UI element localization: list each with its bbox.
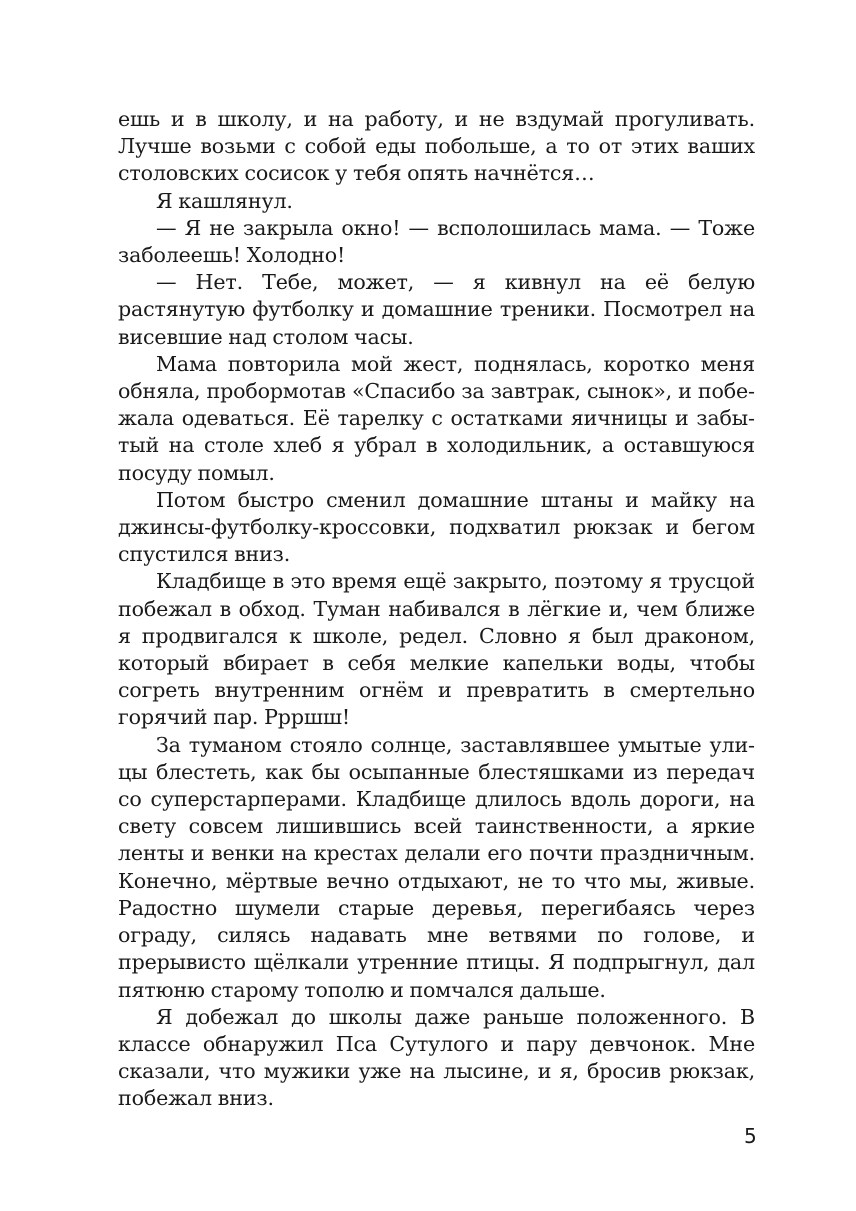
page-body bbox=[118, 106, 755, 1113]
paragraph-5: Мама повторила мой жест, поднялась, коротко меня обняла, пробормотав «Спасибо за завтрак, сынок», и побежала одеваться. Её тарелку с остатками яичницы и забытый на столе хлеб я убрал в холодильник, а оставшуюся посуду помыл. bbox=[118, 351, 755, 485]
paragraph-2: Я кашлянул. bbox=[156, 188, 293, 213]
paragraph-1: ешь и в школу, и на работу, и не вздумай прогуливать. Лучше возьми с собой еды побольше, а то от этих ваших столовских сосисок у тебя опять начнётся… bbox=[118, 107, 755, 186]
paragraph-8: За туманом стояло солнце, заставлявшее умытые улицы блестеть, как бы осыпанные блестяшками из передач со суперстарперами. Кладбище длилось вдоль дороги, на свету совсем лишившись всей таинственности, а яркие ленты и венки на крестах делали его почти праздничным. Конечно, мёртвые вечно отдыхают, не то что мы, живые. Радостно шумели старые деревья, перегибаясь через ограду, силясь надавать мне ветвями по голове, и прерывисто щёлкали утренние птицы. Я подпрыгнул, дал пятюню старому тополю и помчался дальше. bbox=[118, 732, 755, 1002]
paragraph-3: — Я не закрыла окно! — всполошилась мама. — Тоже заболеешь! Холодно! bbox=[118, 215, 755, 268]
paragraph-9: Я добежал до школы даже раньше положенного. В классе обнаружил Пса Сутулого и пару девчонок. Мне сказали, что мужики уже на лысине, и я, бросив рюкзак, побежал вниз. bbox=[118, 1004, 755, 1111]
paragraph-4: — Нет. Тебе, может, — я кивнул на её белую растянутую футболку и домашние треники. Посмотрел на висевшие над столом часы. bbox=[118, 270, 755, 349]
paragraph-6: Потом быстро сменил домашние штаны и майку на джинсы-футболку-кроссовки, подхватил рюкзак и бегом спустился вниз. bbox=[118, 487, 755, 567]
paragraph-7: Кладбище в это время ещё закрыто, поэтому я трусцой побежал в обход. Туман набивался в лёгкие и, чем ближе я продвигался к школе, редел. Словно я был драконом, который вбирает в себя мелкие капельки воды, чтобы согреть внутренним огнём и превратить в смертельно горячий пар. Ррршш! bbox=[118, 569, 755, 730]
page-number: 5 bbox=[744, 1124, 757, 1148]
